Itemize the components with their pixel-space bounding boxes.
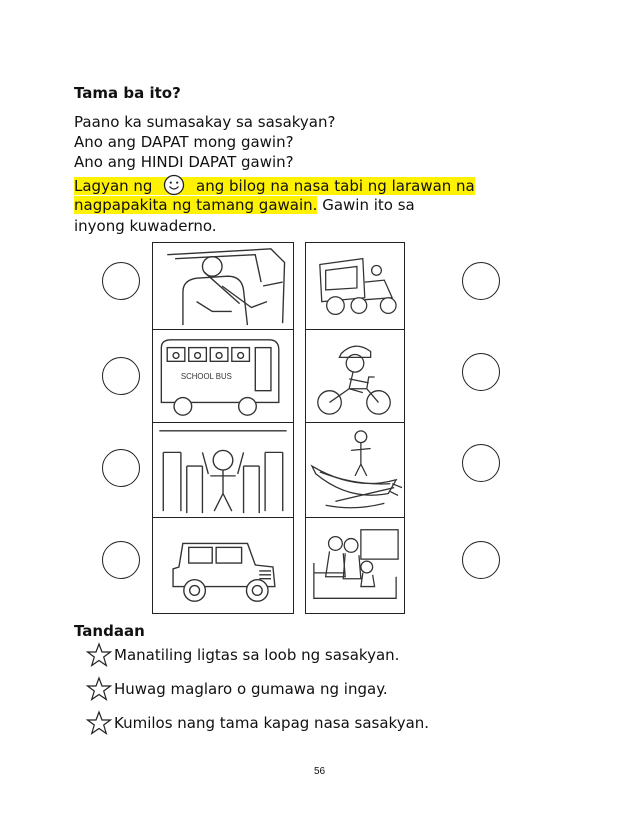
page-title: Tama ba ito? <box>74 84 181 102</box>
star-outline-icon <box>86 710 112 736</box>
boy-riding-bicycle-icon <box>306 330 404 422</box>
tricycle-icon <box>306 243 404 329</box>
picture-child-standing-in-bus <box>152 422 294 518</box>
reminder-item-2 <box>86 676 388 702</box>
reminder-text-3: Kumilos nang tama kapag nasa sasakyan. <box>114 714 430 732</box>
tandaan-heading: Tandaan <box>74 622 145 640</box>
reminder-text-1: Manatiling ligtas sa loob ng sasakyan. <box>114 646 400 664</box>
reminder-item-3 <box>86 710 429 736</box>
picture-boy-standing-in-boat <box>305 422 405 518</box>
picture-boy-riding-bicycle <box>305 329 405 423</box>
picture-tricycle <box>305 242 405 330</box>
child-standing-in-bus-icon <box>153 423 293 517</box>
jeep-icon <box>153 518 293 613</box>
answer-circle-left-2[interactable] <box>102 357 140 395</box>
answer-circle-right-2[interactable] <box>462 353 500 391</box>
answer-circle-left-1[interactable] <box>102 262 140 300</box>
instruction-part-1: Lagyan ng <box>74 177 153 195</box>
school-bus-label: SCHOOL BUS <box>180 371 232 381</box>
question-2: Ano ang DAPAT mong gawin? <box>74 133 294 151</box>
instruction-line-1 <box>74 174 475 196</box>
instruction-line-2 <box>74 195 415 215</box>
answer-circle-left-4[interactable] <box>102 541 140 579</box>
page-number: 56 <box>313 766 326 777</box>
picture-grid <box>152 242 405 614</box>
school-bus-icon <box>153 330 293 422</box>
family-sitting-in-vehicle-icon <box>306 518 404 613</box>
question-3: Ano ang HINDI DAPAT gawin? <box>74 153 294 171</box>
picture-family-sitting-in-vehicle <box>305 517 405 614</box>
boy-standing-in-boat-icon <box>306 423 404 517</box>
answer-circle-right-1[interactable] <box>462 262 500 300</box>
question-1: Paano ka sumasakay sa sasakyan? <box>74 113 336 131</box>
instruction-part-2: ang bilog na nasa tabi ng larawan na <box>196 177 475 195</box>
reminder-text-2: Huwag maglaro o gumawa ng ingay. <box>114 680 388 698</box>
smiley-face-icon <box>163 174 185 196</box>
picture-seatbelt-passenger <box>152 242 294 330</box>
picture-jeep <box>152 517 294 614</box>
answer-circle-right-3[interactable] <box>462 444 500 482</box>
answer-circle-left-3[interactable] <box>102 449 140 487</box>
seatbelt-passenger-icon <box>153 243 293 329</box>
instruction-part-4: Gawin ito sa <box>317 196 415 214</box>
instruction-text-1 <box>74 177 475 195</box>
star-outline-icon <box>86 642 112 668</box>
reminder-item-1 <box>86 642 399 668</box>
star-outline-icon <box>86 676 112 702</box>
picture-school-bus <box>152 329 294 423</box>
instruction-part-3: nagpapakita ng tamang gawain. <box>74 196 318 214</box>
answer-circle-right-4[interactable] <box>462 541 500 579</box>
instruction-line-3: inyong kuwaderno. <box>74 217 217 235</box>
